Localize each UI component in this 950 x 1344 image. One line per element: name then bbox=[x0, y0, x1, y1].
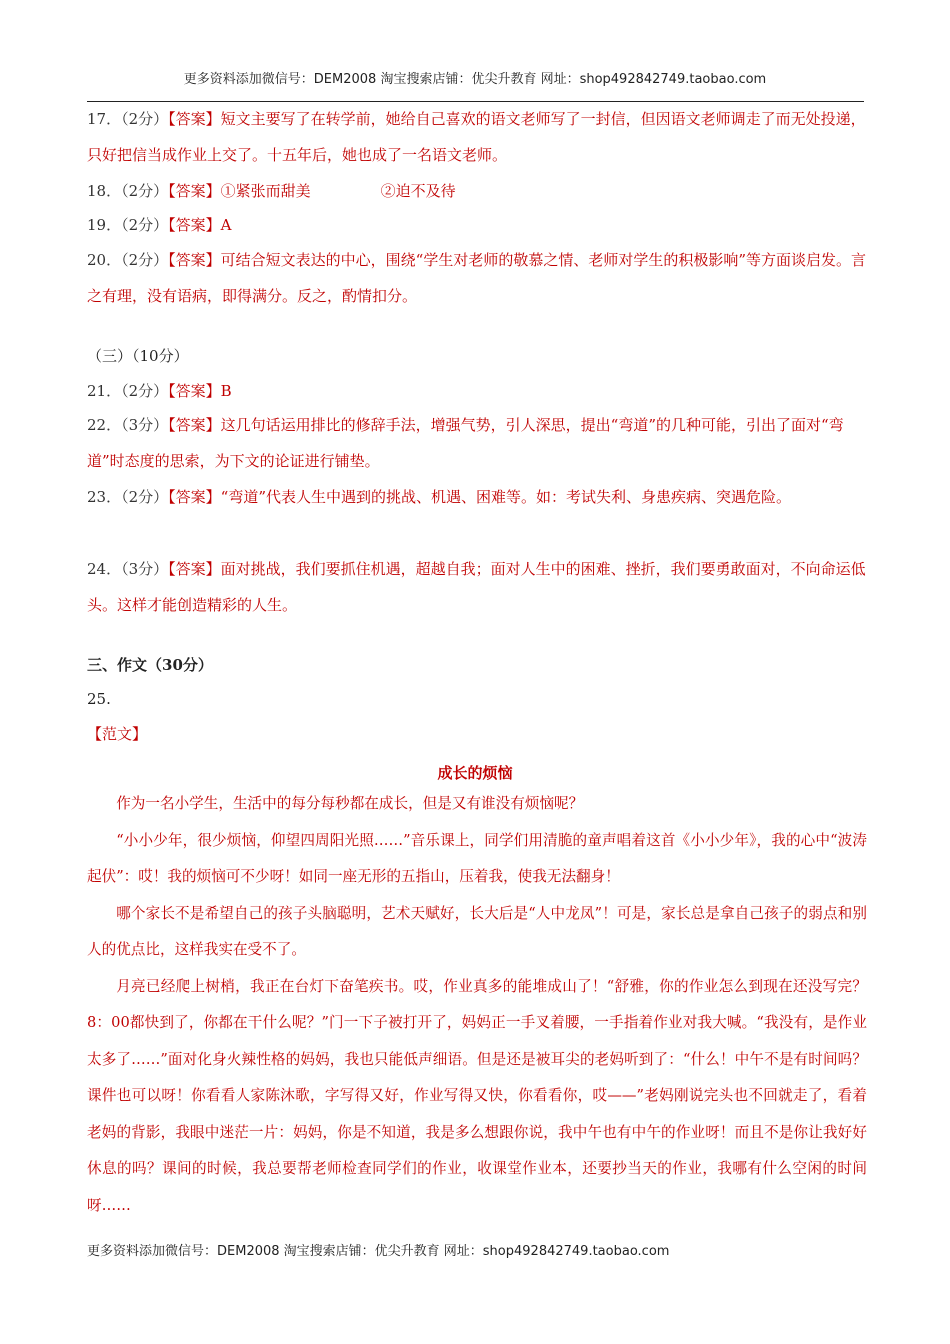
q22-answer: 这几句话运用排比的修辞手法，增强气势，引人深思，提出“弯道”的几种可能，引出了面对“弯道”时态度的思索，为下文的论证进行铺垫。 bbox=[87, 416, 844, 470]
q19-number: 19．（2分） bbox=[87, 216, 169, 234]
q18-number: 18．（2分） bbox=[87, 182, 169, 200]
model-essay-tag: 【范文】 bbox=[87, 725, 148, 743]
essay-body bbox=[87, 786, 867, 1224]
answer-18 bbox=[87, 173, 867, 209]
q18-answer-b: ②迫不及待 bbox=[380, 182, 456, 200]
q21-number: 21．（2分） bbox=[87, 382, 169, 400]
answer-tag: 【答案】 bbox=[168, 560, 221, 578]
q17-answer: 短文主要写了在转学前，她给自己喜欢的语文老师写了一封信，但因语文老师调走了而无处投递，只好把信当成作业上交了。十五年后，她也成了一名语文老师。 bbox=[87, 110, 866, 164]
page-footer: 更多资料添加微信号：DEM2008 淘宝搜索店铺：优尖升教育 网址：shop492842749.taobao.com bbox=[87, 1244, 670, 1259]
answer-23 bbox=[87, 479, 867, 515]
q23-answer: “弯道”代表人生中遇到的挑战、机遇、困难等。如：考试失利、身患疾病、突遇危险。 bbox=[220, 488, 791, 506]
q18-answer-a: ①紧张而甜美 bbox=[220, 182, 311, 200]
answer-24 bbox=[87, 551, 867, 623]
q24-number: 24．（3分） bbox=[87, 560, 169, 578]
answer-tag: 【答案】 bbox=[168, 382, 221, 400]
answer-tag: 【答案】 bbox=[168, 216, 221, 234]
answer-tag: 【答案】 bbox=[168, 251, 221, 269]
answer-19 bbox=[87, 207, 867, 243]
answer-20 bbox=[87, 242, 867, 314]
q23-number: 23．（2分） bbox=[87, 488, 169, 506]
q20-number: 20．（2分） bbox=[87, 251, 169, 269]
answer-tag: 【答案】 bbox=[168, 416, 221, 434]
answer-tag: 【答案】 bbox=[168, 110, 221, 128]
answer-tag: 【答案】 bbox=[168, 182, 221, 200]
answer-21 bbox=[87, 373, 867, 409]
q24-answer: 面对挑战，我们要抓住机遇，超越自我；面对人生中的困难、挫折，我们要勇敢面对，不向命运低头。这样才能创造精彩的人生。 bbox=[87, 560, 866, 614]
q22-number: 22．（3分） bbox=[87, 416, 169, 434]
essay-paragraph: 作为一名小学生，生活中的每分每秒都在成长，但是又有谁没有烦恼呢？ bbox=[116, 795, 584, 812]
section-3-heading: 三、作文（30分） bbox=[87, 656, 213, 674]
essay-paragraph: 哪个家长不是希望自己的孩子头脑聪明，艺术天赋好，长大后是“人中龙凤”！可是，家长总是拿自己孩子的弱点和别人的优点比，这样我实在受不了。 bbox=[87, 904, 867, 958]
essay-paragraph: “小小少年，很少烦恼，仰望四周阳光照……”音乐课上，同学们用清脆的童声唱着这首《小小少年》，我的心中“波涛起伏”：哎！我的烦恼可不少呀！如同一座无形的五指山，压着我，使我无法翻身！ bbox=[87, 831, 867, 885]
essay-paragraph: 月亮已经爬上树梢，我正在台灯下奋笔疾书。哎，作业真多的能堆成山了！“舒雅，你的作业怎么到现在还没写完？8：00都快到了，你都在干什么呢？”门一下子被打开了，妈妈正一手叉着腰，一手指着作业对我大喊。“我没有，是作业太多了……”面对化身火辣性格的妈妈，我也只能低声细语。但是还是被耳尖的老妈听到了：“什么！中午不是有时间吗？课件也可以呀！你看看人家陈沐歌，字写得又好，作业写得又快，你看看你，哎——”老妈刚说完头也不回就走了，看着老妈的背影，我眼中迷茫一片：妈妈，你是不知道，我是多么想跟你说，我中午也有中午的作业呀！而且不是你让我好好休息的吗？课间的时候，我总要帮老师检查同学们的作业，收课堂作业本，还要抄当天的作业，我哪有什么空闲的时间呀…… bbox=[87, 977, 867, 1214]
essay-title: 成长的烦恼 bbox=[437, 764, 513, 782]
q20-answer: 可结合短文表达的中心，围绕“学生对老师的敬慕之情、老师对学生的积极影响”等方面谈启发。言之有理，没有语病，即得满分。反之，酌情扣分。 bbox=[87, 251, 866, 305]
q17-number: 17．（2分） bbox=[87, 110, 169, 128]
answer-tag: 【答案】 bbox=[168, 488, 221, 506]
q25-number: 25. bbox=[87, 690, 111, 708]
part-3-heading: （三）（10分） bbox=[87, 347, 189, 365]
q19-answer: A bbox=[220, 216, 232, 234]
page-header: 更多资料添加微信号：DEM2008 淘宝搜索店铺：优尖升教育 网址：shop492842749.taobao.com bbox=[183, 72, 767, 87]
answer-17 bbox=[87, 101, 867, 173]
q21-answer: B bbox=[220, 382, 232, 400]
answer-22 bbox=[87, 407, 867, 479]
